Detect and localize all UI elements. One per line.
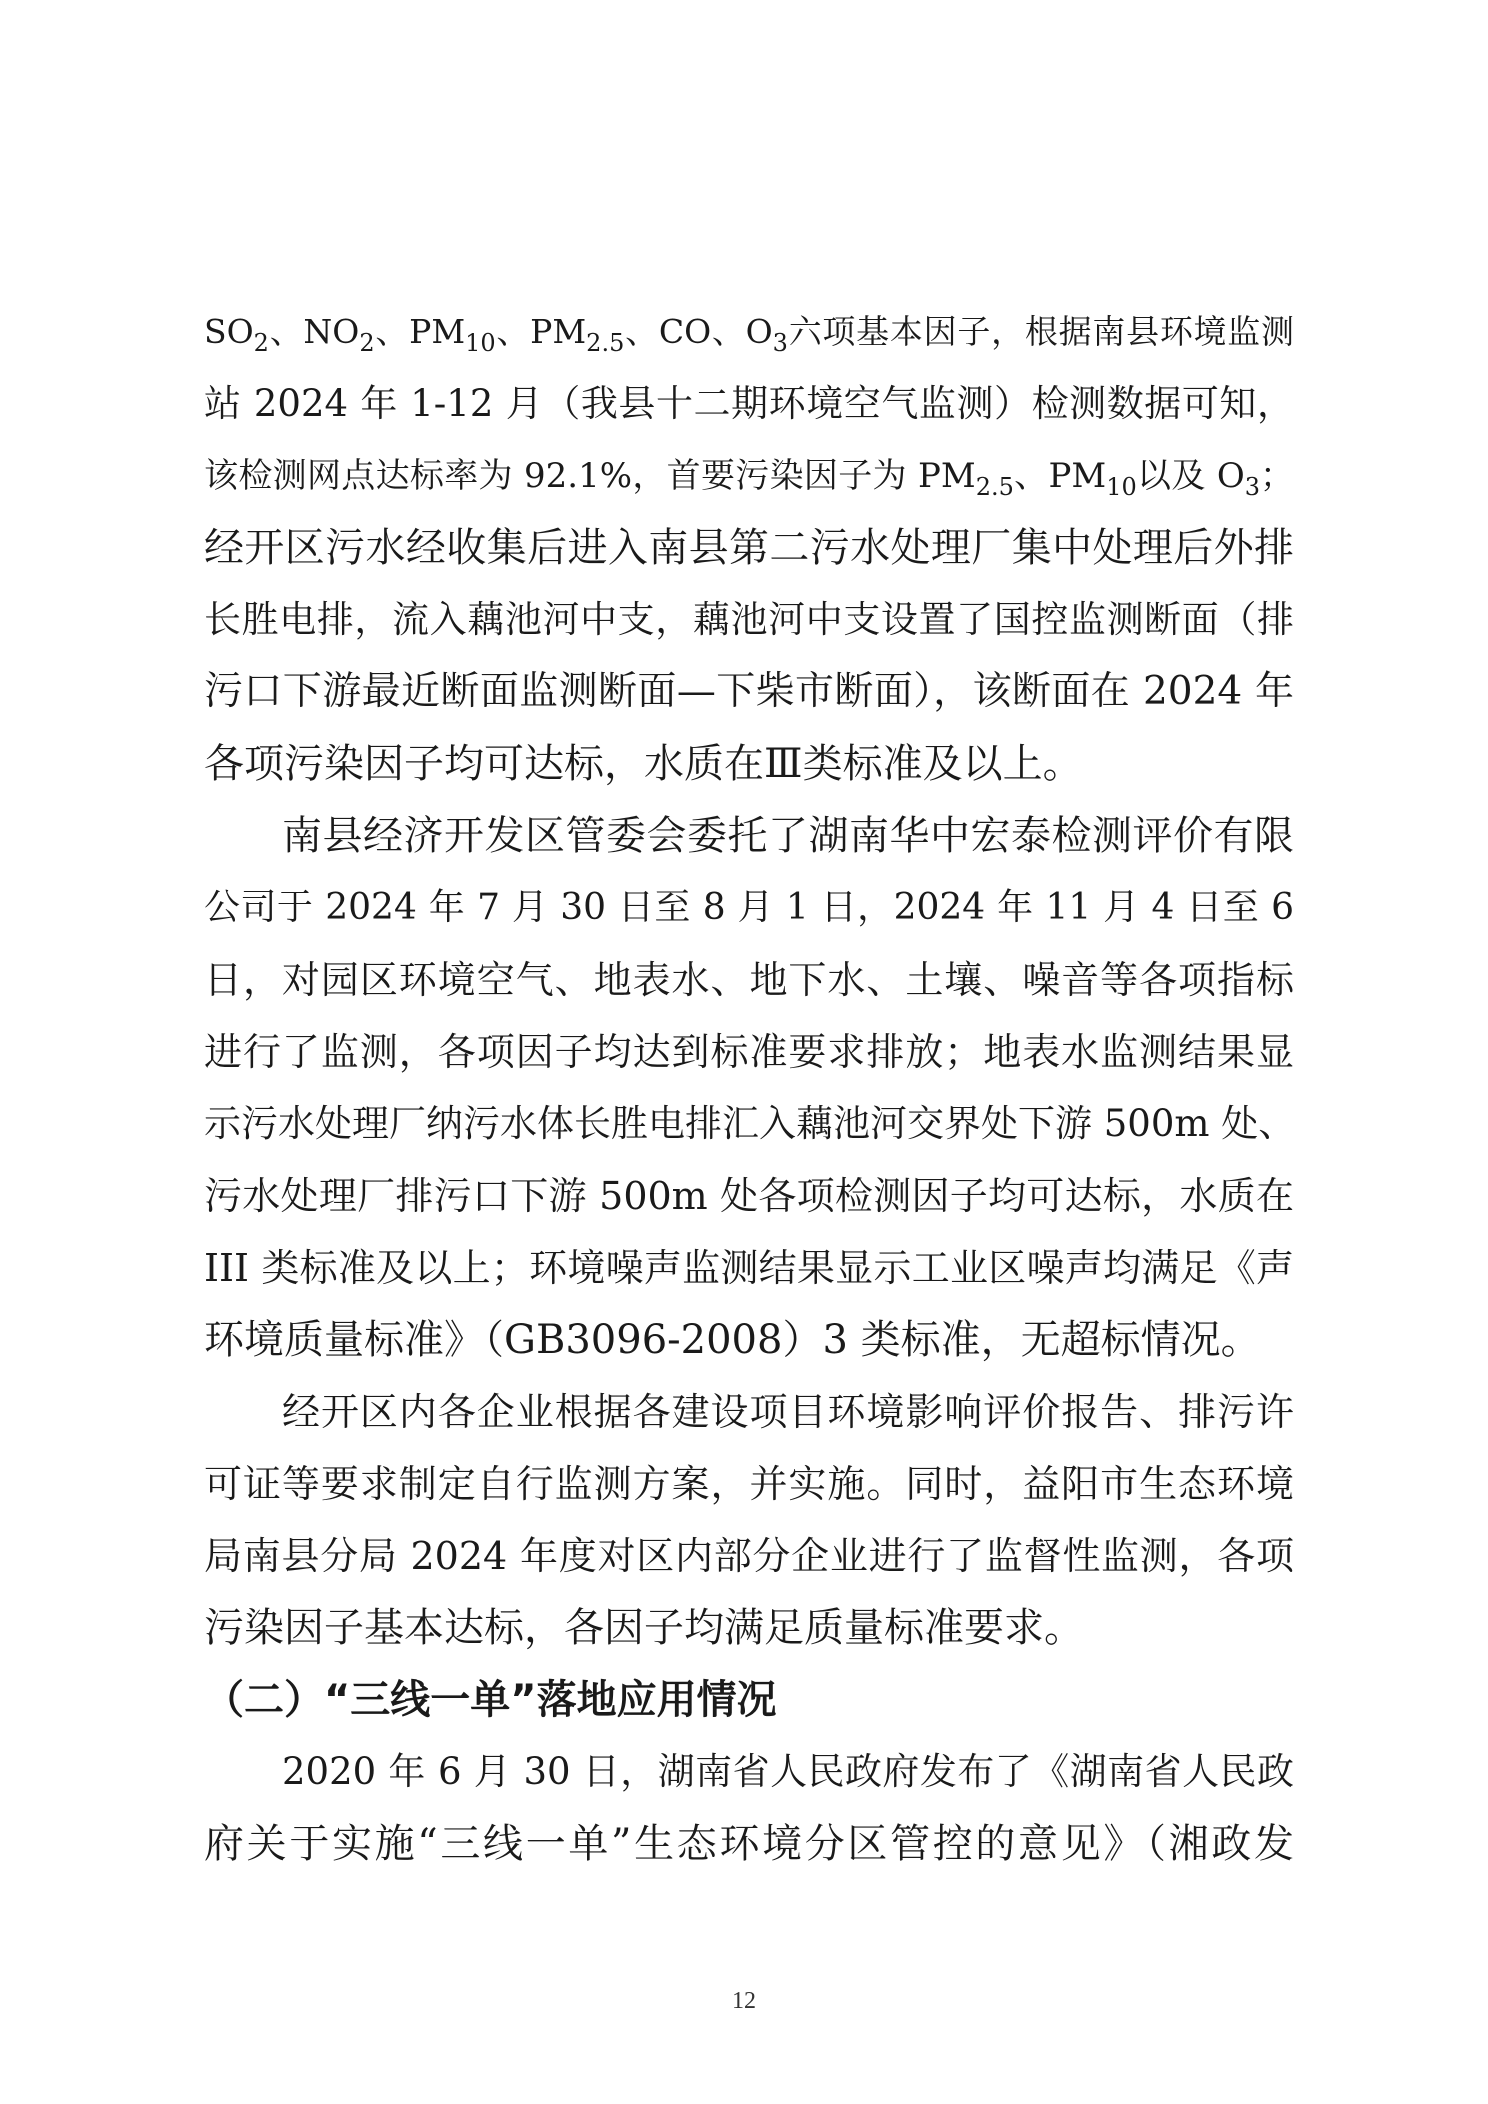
- paragraph-2-line-2: 公司于 2024 年 7 月 30 日至 8 月 1 日，2024 年 11 月 4 日至 6: [204, 887, 1294, 928]
- page-number: 12: [732, 1988, 756, 2014]
- paragraph-4-line-2: 府关于实施“三线一单”生态环境分区管控的意见》（湘政发: [204, 1821, 1294, 1867]
- paragraph-1-line-2: 站 2024 年 1-12 月（我县十二期环境空气监测）检测数据可知，: [204, 382, 1294, 425]
- paragraph-2-line-8: 环境质量标准》（GB3096-2008）3 类标准，无超标情况。: [204, 1317, 1261, 1363]
- paragraph-3-line-4: 污染因子基本达标，各因子均满足质量标准要求。: [204, 1605, 1084, 1651]
- paragraph-2-line-3: 日，对园区环境空气、地表水、地下水、土壤、噪音等各项指标: [204, 958, 1294, 1002]
- paragraph-1-line-1: $SO_2$、$NO_2$、$PM_{10}$、$PM_{2.5}$、CO、$O_3$六项基本因子，根据南县环境监测: [204, 312, 1295, 357]
- paragraph-3-line-1: 经开区内各企业根据各建设项目环境影响评价报告、排污许: [282, 1390, 1294, 1434]
- paragraph-2-line-6: 污水处理厂排污口下游 500m 处各项检测因子均可达标，水质在: [204, 1174, 1294, 1218]
- paragraph-3-line-2: 可证等要求制定自行监测方案，并实施。同时，益阳市生态环境: [204, 1462, 1294, 1506]
- paragraph-2-line-7: III 类标准及以上；环境噪声监测结果显示工业区噪声均满足《声: [204, 1246, 1294, 1290]
- paragraph-2-line-4: 进行了监测，各项因子均达到标准要求排放；地表水监测结果显: [204, 1030, 1294, 1074]
- paragraph-2-line-5: 示污水处理厂纳污水体长胜电排汇入藕池河交界处下游 500m 处、: [204, 1102, 1296, 1145]
- paragraph-1-line-6: 污口下游最近断面监测断面—下柴市断面），该断面在 2024 年: [204, 669, 1294, 714]
- paragraph-1-line-7: 各项污染因子均可达标，水质在Ⅲ类标准及以上。: [204, 741, 1083, 787]
- paragraph-1-line-3: 该检测网点达标率为 92.1%，首要污染因子为 $PM_{2.5}$、$PM_{10}$以及 $O_3$；: [204, 456, 1294, 501]
- paragraph-1-line-5: 长胜电排，流入藕池河中支，藕池河中支设置了国控监测断面（排: [204, 598, 1294, 641]
- paragraph-2-line-1: 南县经济开发区管委会委托了湖南华中宏泰检测评价有限: [282, 813, 1294, 859]
- paragraph-4-line-1: 2020 年 6 月 30 日，湖南省人民政府发布了《湖南省人民政: [282, 1750, 1294, 1793]
- section-heading: （二）“三线一单”落地应用情况: [204, 1677, 777, 1723]
- paragraph-1-line-4: 经开区污水经收集后进入南县第二污水处理厂集中处理后外排: [204, 525, 1294, 571]
- paragraph-3-line-3: 局南县分局 2024 年度对区内部分企业进行了监督性监测，各项: [204, 1534, 1294, 1578]
